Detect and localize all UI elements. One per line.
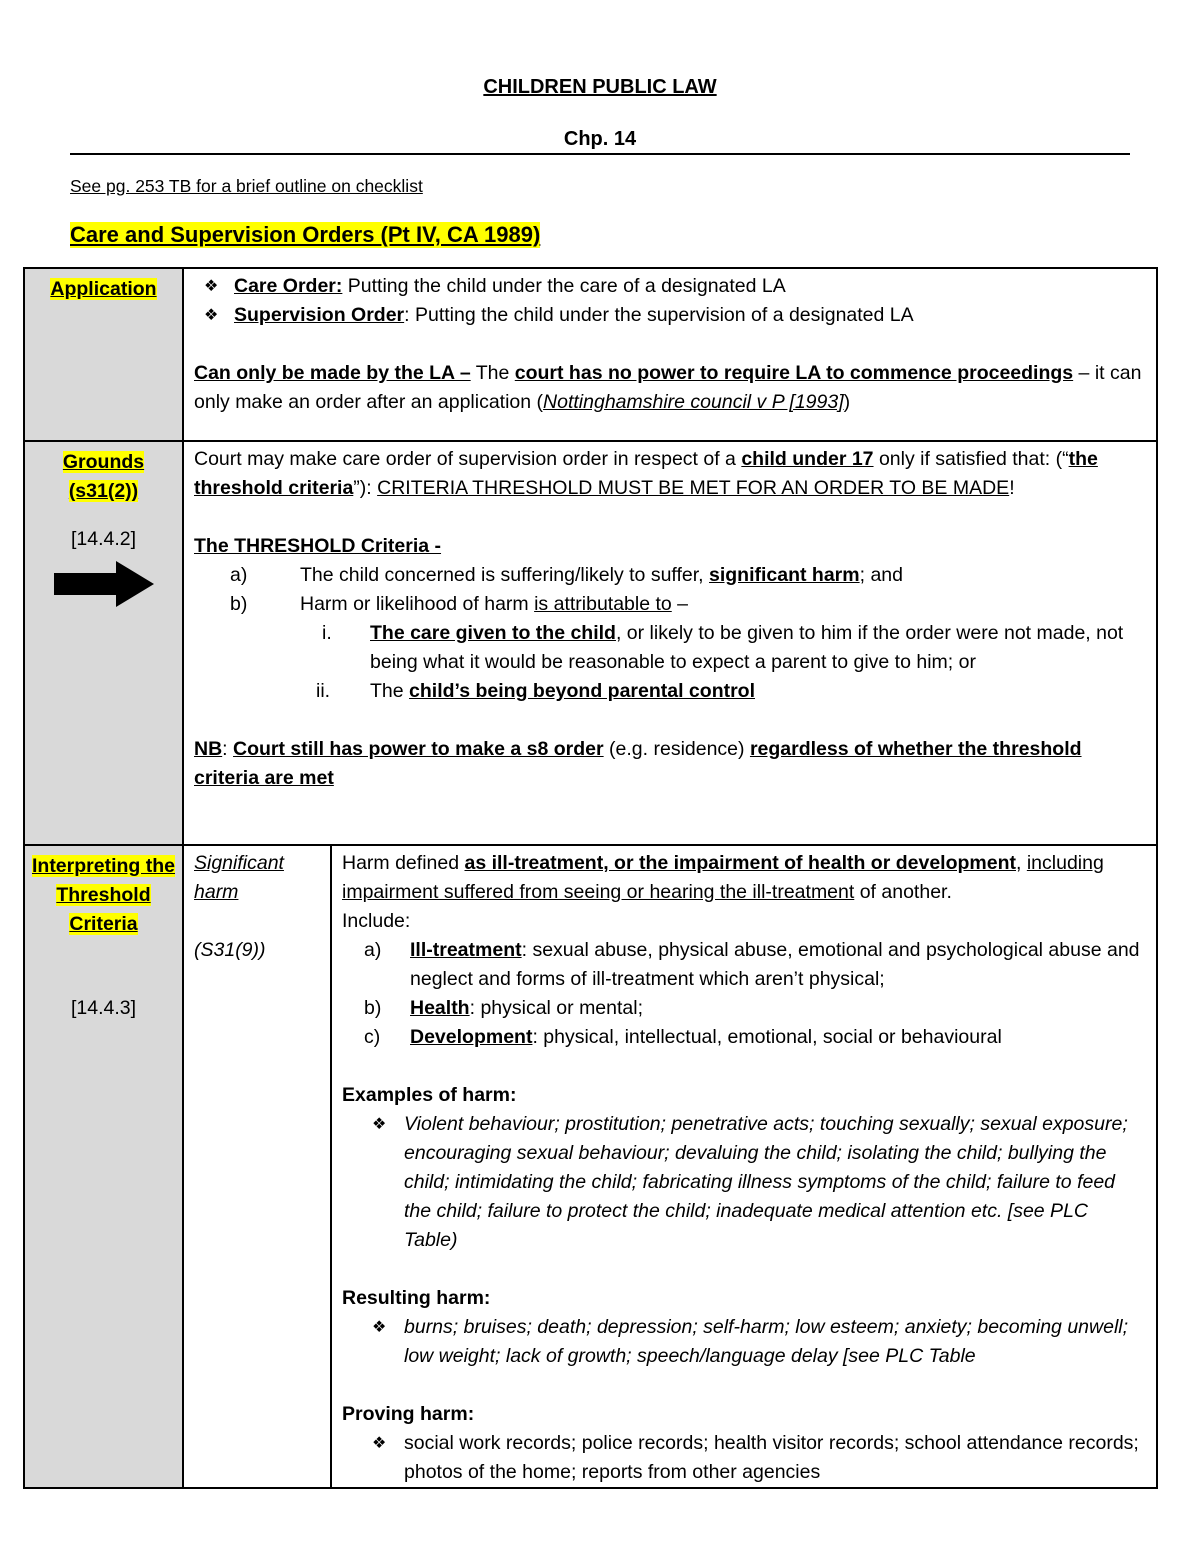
notes-table (23, 267, 1158, 1489)
list-item: b) Health: physical or mental; (364, 997, 644, 1019)
diamond-bullet-icon: ❖ (372, 1435, 387, 1452)
sub-label-cell (183, 845, 331, 1488)
list-item: ❖ Violent behaviour; prostitution; penetrative acts; touching sexually; sexual exposure; encouraging sexual behaviour; devaluing the child; isolating the child; bullying the child; intimidating the child; fabricating illness symptoms of the child; failure to feed the child; failure to protect the child; inadequate medical attention etc. [see PLC Table) (342, 1110, 1146, 1255)
list-item: a) The child concerned is suffering/likely to suffer, significant harm; and (230, 564, 903, 586)
row-label-cell (24, 268, 183, 441)
row-label-cell (24, 441, 183, 845)
textbook-reference: [14.4.2] (70, 528, 137, 550)
row-section-ref: (s31(2)) (68, 480, 139, 502)
grounds-nb: NB: Court still has power to make a s8 order (e.g. residence) regardless of whether the threshold criteria are met (194, 738, 1082, 789)
application-note: Can only be made by the LA – The court has no power to require LA to commence proceedings – it can only make an order after an application (Nottinghamshire council v P [1993]) (194, 362, 1142, 413)
textbook-reference: [14.4.3] (70, 997, 137, 1019)
list-item: ❖ Care Order: Putting the child under the care of a designated LA (194, 272, 1146, 301)
diamond-bullet-icon: ❖ (204, 307, 219, 324)
grounds-intro: Court may make care order of supervision order in respect of a child under 17 only if satisfied that: (“the threshold criteria”): CRITERIA THRESHOLD MUST BE MET FOR AN ORDER TO BE MADE! (194, 448, 1098, 499)
row-label-grounds: Grounds (62, 451, 145, 473)
list-item: c) Development: physical, intellectual, emotional, social or behavioural (364, 1026, 1002, 1048)
table-row-application (24, 268, 1157, 441)
section-heading: Care and Supervision Orders (Pt IV, CA 1989) (70, 222, 541, 247)
resulting-heading: Resulting harm: (342, 1287, 491, 1309)
sub-label-section: (S31(9)) (194, 939, 266, 961)
case-citation: Nottinghamshire council v P [1993] (543, 391, 844, 413)
row-content-cell (331, 845, 1157, 1488)
right-arrow-icon (54, 561, 154, 607)
list-item: ❖ burns; bruises; death; depression; self-harm; low esteem; anxiety; becoming unwell; low weight; lack of growth; speech/language delay [see PLC Table (342, 1313, 1146, 1371)
list-item: ❖ Supervision Order: Putting the child under the supervision of a designated LA (194, 301, 1146, 330)
document-title: CHILDREN PUBLIC LAW (483, 76, 717, 98)
table-row-interpreting (24, 845, 1157, 1488)
diamond-bullet-icon: ❖ (372, 1319, 387, 1336)
row-label-cell (24, 845, 183, 1488)
harm-definition: Harm defined as ill-treatment, or the impairment of health or development, including impairment suffered from seeing or hearing the ill-treatment of another. (342, 852, 1104, 903)
list-item: ii. The child’s being beyond parental control (316, 680, 756, 702)
proving-heading: Proving harm: (342, 1403, 475, 1425)
list-item: b) Harm or likelihood of harm is attributable to – (230, 593, 689, 615)
include-label: Include: (342, 910, 411, 932)
outline-note: See pg. 253 TB for a brief outline on checklist (70, 176, 423, 196)
chapter-number: Chp. 14 (563, 128, 637, 150)
table-row-grounds (24, 441, 1157, 845)
diamond-bullet-icon: ❖ (372, 1116, 387, 1133)
list-item: ❖ social work records; police records; health visitor records; school attendance records; photos of the home; reports from other agencies (342, 1429, 1146, 1487)
list-item: a) Ill-treatment: sexual abuse, physical abuse, emotional and psychological abuse and neglect and forms of ill-treatment which aren’t physical; (364, 939, 1140, 990)
sub-label-significant-harm: Significant harm (194, 852, 284, 903)
examples-heading: Examples of harm: (342, 1084, 517, 1106)
criteria-heading: The THRESHOLD Criteria - (194, 535, 442, 557)
row-label-interpreting: Interpreting the Threshold Criteria (31, 855, 175, 935)
diamond-bullet-icon: ❖ (204, 278, 219, 295)
list-item: i. The care given to the child, or likely to be given to him if the order were not made, not being what it would be reasonable to expect a parent to give to him; or (322, 622, 1124, 673)
title-divider (70, 153, 1130, 155)
row-label-application: Application (50, 278, 157, 300)
row-content-cell (183, 441, 1157, 845)
row-content-cell (183, 268, 1157, 441)
